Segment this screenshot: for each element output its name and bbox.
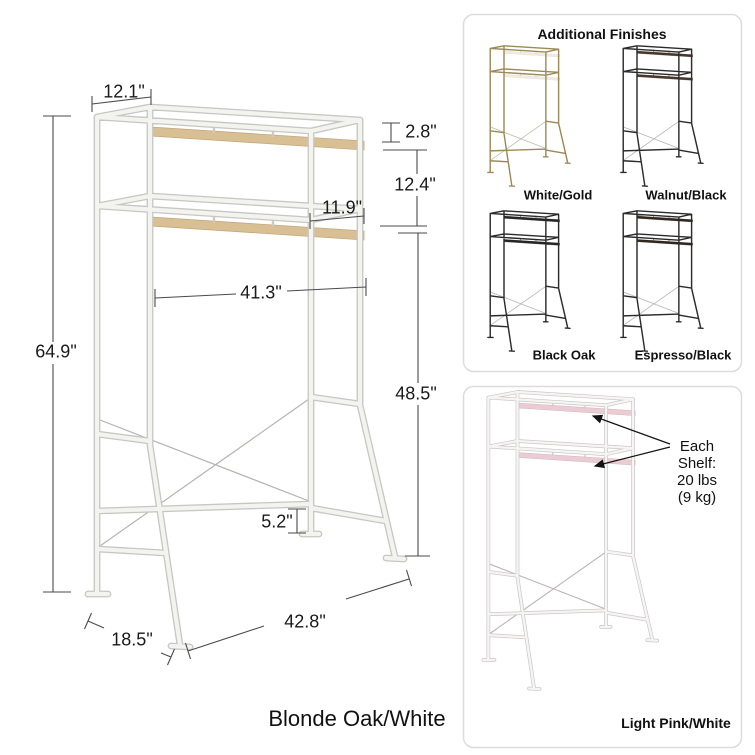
dimension-lines [43,89,430,665]
note-line-1: Each [679,438,715,455]
dim-inner-width: 41.3" [240,282,282,303]
dim-top-rail-height: 2.8" [405,121,437,142]
dim-between-shelves: 12.4" [394,174,436,195]
dim-top-depth: 12.1" [103,81,145,102]
dim-shelf-depth: 11.9" [321,197,363,218]
dim-base-width: 42.8" [284,611,326,632]
main-rack-drawing [88,107,404,647]
finish-label-white-gold: White/Gold [523,187,593,203]
dim-clearance-height: 48.5" [395,383,437,404]
dim-crossbar-height: 5.2" [261,511,293,532]
pink-finish-caption: Light Pink/White [621,715,731,731]
main-finish-caption: Blonde Oak/White [268,706,446,731]
note-line-2: Shelf: [677,455,717,472]
dim-total-height: 64.9" [35,341,77,362]
finish-label-walnut-black: Walnut/Black [645,187,727,203]
shelf-capacity-note [677,438,717,506]
finishes-panel-title: Additional Finishes [537,26,667,42]
finish-label-espresso-black: Espresso/Black [634,347,732,363]
finish-label-black-oak: Black Oak [532,347,596,363]
note-line-3: 20 lbs [676,472,718,489]
dim-base-depth: 18.5" [111,629,153,650]
note-line-4: (9 kg) [677,489,717,506]
